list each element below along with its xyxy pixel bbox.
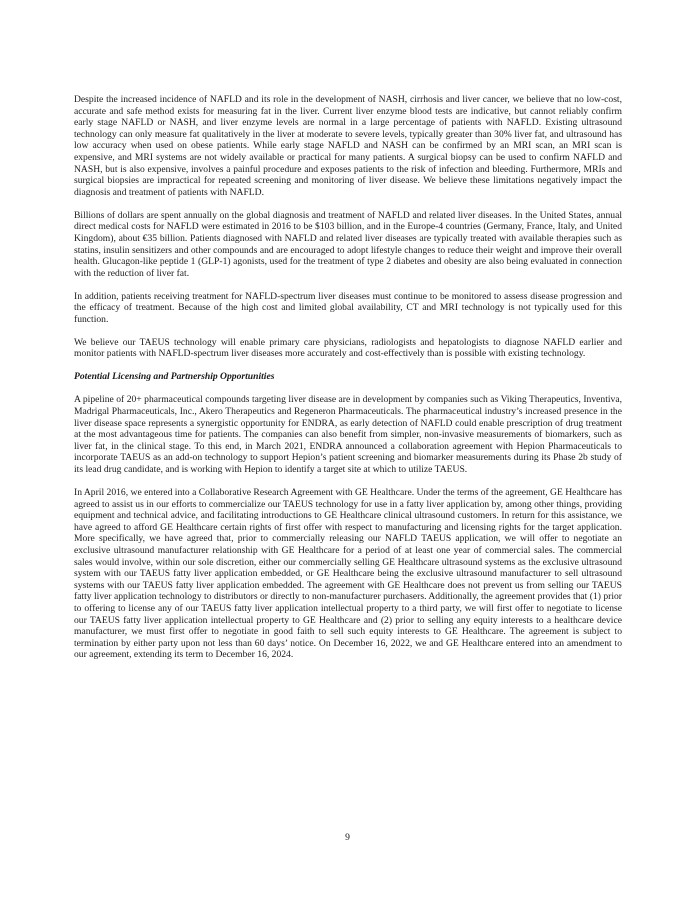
paragraph-taeus-belief: We believe our TAEUS technology will enable primary care physicians, radiologists and hepatologists to diagnose NAFLD earlier and monitor patients with NAFLD-spectrum liver diseases more accurately and cost-effectively than is possible with existing technology. [74, 336, 622, 360]
paragraph-nafld-costs: Billions of dollars are spent annually on the global diagnosis and treatment of NAFLD and related liver diseases. In the United States, annual direct medical costs for NAFLD were estimated in 2016 to be $103 billion, and in the Europe-4 countries (Germany, France, Italy, and United Kingdom), about €35 billion. Patients diagnosed with NAFLD and related liver diseases are typically treated with available therapies such as statins, insulin sensitizers and other compounds and are encouraged to adopt lifestyle changes to reduce their weight and improve their overall health. Glucagon-like peptide 1 (GLP-1) agonists, used for the treatment of type 2 diabetes and obesity are also being evaluated in connection with the reduction of liver fat. [74, 209, 622, 279]
paragraph-monitoring: In addition, patients receiving treatment for NAFLD-spectrum liver diseases must continue to be monitored to assess disease progression and the efficacy of treatment. Because of the high cost and limited global availability, CT and MRI technology is not typically used for this function. [74, 290, 622, 325]
paragraph-pharma-pipeline: A pipeline of 20+ pharmaceutical compounds targeting liver disease are in development by companies such as Viking Therapeutics, Inventiva, Madrigal Pharmaceuticals, Inc., Akero Therapeutics and Regeneron Pharmaceuticals. The pharmaceutical industry’s increased presence in the liver disease space represents a synergistic opportunity for ENDRA, as early detection of NAFLD could enable prescription of drug treatment at the most advantageous time for patients. The companies can also benefit from simpler, non-invasive measurements of biomarkers, such as liver fat, in the clinical stage. To this end, in March 2021, ENDRA announced a collaboration agreement with Hepion Pharmaceuticals to incorporate TAEUS as an add-on technology to support Hepion’s patient screening and biomarker measurements during its Phase 2b study of its lead drug candidate, and is working with Hepion to identify a target site at which to utilize TAEUS. [74, 394, 622, 475]
section-heading: Potential Licensing and Partnership Opportunities [74, 371, 275, 383]
page-body [74, 94, 622, 672]
paragraph-nafld-diagnosis-limitations: Despite the increased incidence of NAFLD and its role in the development of NASH, cirrhosis and liver cancer, we believe that no low-cost, accurate and safe method exists for measuring fat in the liver. Current liver enzyme blood tests are indicative, but cannot reliably confirm early stage NAFLD or NASH, and liver enzyme levels are normal in a large percentage of patients with NAFLD. Existing ultrasound technology can only measure fat qualitatively in the liver at moderate to severe levels, typically greater than 30% liver fat, and ultrasound has low accuracy when used on obese patients. While early stage NAFLD and NASH can be confirmed by an MRI scan, an MRI scan is expensive, and MRI systems are not widely available or practical for many patients. A surgical biopsy can be used to confirm NAFLD and NASH, but is also expensive, involves a painful procedure and exposes patients to the risk of infection and bleeding. Furthermore, MRIs and surgical biopsies are impractical for repeated screening and monitoring of liver disease. We believe these limitations negatively impact the diagnosis and treatment of patients with NAFLD. [74, 94, 622, 198]
page-number: 9 [345, 832, 350, 843]
paragraph-ge-healthcare-agreement: In April 2016, we entered into a Collaborative Research Agreement with GE Healthcare. Under the terms of the agreement, GE Healthcare has agreed to assist us in our efforts to commercialize our TAEUS technology for use in a fatty liver application by, among other things, providing equipment and technical advice, and facilitating introductions to GE Healthcare clinical ultrasound customers. In return for this assistance, we have agreed to afford GE Healthcare certain rights of first offer with respect to manufacturing and licensing rights for the target application. More specifically, we have agreed that, prior to commercially releasing our NAFLD TAEUS application, we will offer to negotiate an exclusive ultrasound manufacturer relationship with GE Healthcare for a period of at least one year of commercial sales. The commercial sales would involve, within our sole discretion, either our commercially selling GE Healthcare ultrasound systems as the exclusive ultrasound system with our TAEUS fatty liver application embedded, or GE Healthcare being the exclusive ultrasound manufacturer to sell ultrasound systems with our TAEUS fatty liver application embedded. The agreement with GE Healthcare does not prevent us from selling our TAEUS fatty liver application technology to distributors or directly to non-manufacturer purchasers. Additionally, the agreement provides that (1) prior to offering to license any of our TAEUS fatty liver application intellectual property to a third party, we will first offer to negotiate to license our TAEUS fatty liver application intellectual property to GE Healthcare and (2) prior to selling any equity interests to a healthcare device manufacturer, we must first offer to negotiate in good faith to sell such equity interests to GE Healthcare. The agreement is subject to termination by either party upon not less than 60 days’ notice. On December 16, 2022, we and GE Healthcare entered into an amendment to our agreement, extending its term to December 16, 2024. [74, 486, 622, 661]
